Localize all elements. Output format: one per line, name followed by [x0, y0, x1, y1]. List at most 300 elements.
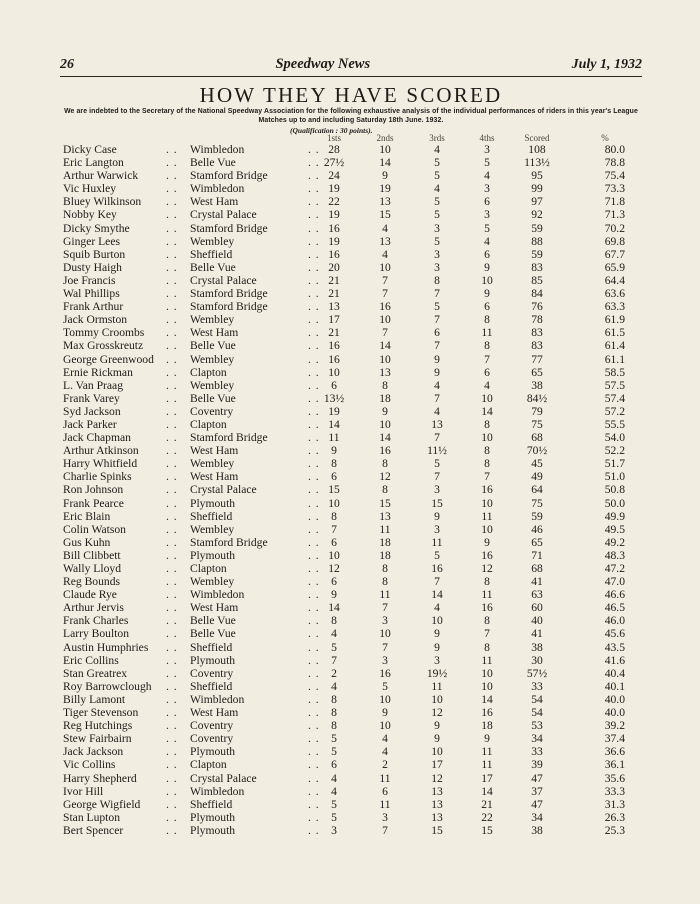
rider-name: Eric Collins	[63, 653, 119, 667]
seconds-cell: 10	[379, 692, 391, 706]
leader-dots: . .	[166, 444, 178, 458]
team-name: Belle Vue	[190, 156, 236, 170]
scored-cell: 64	[531, 483, 543, 497]
firsts-cell: 4	[331, 679, 337, 693]
col-header-firsts: 1sts	[326, 133, 341, 143]
table-row	[0, 366, 700, 379]
percent-cell: 75.4	[604, 169, 625, 183]
seconds-cell: 16	[379, 300, 391, 314]
fourths-cell: 17	[481, 771, 493, 785]
rider-name: Stew Fairbairn	[63, 732, 132, 746]
scored-cell: 34	[531, 810, 543, 824]
issue-date: July 1, 1932	[571, 57, 642, 72]
thirds-cell: 9	[434, 365, 440, 379]
fourths-cell: 7	[484, 627, 490, 641]
fourths-cell: 11	[481, 653, 493, 667]
leader-dots: . .	[308, 601, 320, 615]
percent-cell: 49.2	[604, 535, 625, 549]
fourths-cell: 5	[484, 156, 490, 170]
team-name: Sheffield	[190, 509, 233, 523]
leader-dots: . .	[166, 535, 178, 549]
scored-cell: 97	[531, 195, 543, 209]
scored-cell: 34	[531, 732, 543, 746]
leader-dots: . .	[166, 378, 178, 392]
table-row	[0, 601, 700, 614]
leader-dots: . .	[308, 732, 320, 746]
seconds-cell: 7	[382, 640, 388, 654]
team-name: Clapton	[190, 562, 227, 575]
thirds-cell: 12	[431, 706, 443, 720]
firsts-cell: 6	[331, 758, 337, 772]
fourths-cell: 14	[481, 404, 493, 418]
seconds-cell: 5	[382, 679, 388, 693]
scored-cell: 63	[531, 588, 543, 602]
rider-name: Claude Rye	[63, 588, 117, 602]
team-name: Stamford Bridge	[190, 221, 268, 235]
table-row	[0, 641, 700, 654]
percent-cell: 64.4	[604, 273, 625, 287]
leader-dots: . .	[308, 483, 320, 497]
team-name: Coventry	[190, 404, 234, 418]
thirds-cell: 3	[434, 260, 440, 274]
table-row	[0, 654, 700, 667]
leader-dots: . .	[308, 509, 320, 523]
fourths-cell: 9	[484, 260, 490, 274]
article-title: HOW THEY HAVE SCORED	[199, 83, 503, 107]
leader-dots: . .	[308, 771, 320, 785]
fourths-cell: 4	[484, 378, 490, 392]
rider-name: Austin Humphries	[63, 640, 149, 654]
thirds-cell: 15	[431, 496, 443, 510]
team-name: Stamford Bridge	[190, 431, 268, 445]
thirds-cell: 5	[434, 300, 440, 314]
scored-cell: 47	[531, 771, 543, 785]
percent-cell: 58.5	[604, 365, 625, 379]
scored-cell: 68	[531, 562, 543, 575]
rider-name: Frank Arthur	[63, 300, 124, 314]
table-row	[0, 523, 700, 536]
rider-name: L. Van Praag	[63, 378, 123, 392]
leader-dots: . .	[166, 417, 178, 431]
team-name: Wembley	[190, 352, 235, 366]
percent-cell: 70.2	[604, 221, 625, 235]
seconds-cell: 8	[382, 562, 388, 575]
thirds-cell: 11	[431, 535, 443, 549]
team-name: Crystal Palace	[190, 483, 257, 497]
leader-dots: . .	[166, 273, 178, 287]
leader-dots: . .	[166, 692, 178, 706]
table-row	[0, 182, 700, 195]
leader-dots: . .	[166, 470, 178, 484]
firsts-cell: 6	[331, 378, 337, 392]
leader-dots: . .	[166, 653, 178, 667]
leader-dots: . .	[166, 247, 178, 261]
percent-cell: 71.8	[604, 195, 625, 209]
rider-name: Bluey Wilkinson	[63, 195, 142, 209]
leader-dots: . .	[308, 823, 320, 837]
table-row	[0, 235, 700, 248]
qualification-note: (Qualification : 30 points).	[290, 126, 373, 135]
rider-name: Vic Collins	[63, 758, 116, 772]
firsts-cell: 7	[331, 522, 337, 536]
firsts-cell: 3	[331, 823, 337, 837]
leader-dots: . .	[308, 496, 320, 510]
scored-cell: 83	[531, 260, 543, 274]
thirds-cell: 7	[434, 339, 440, 353]
seconds-cell: 11	[379, 522, 391, 536]
table-row	[0, 405, 700, 418]
leader-dots: . .	[166, 457, 178, 471]
leader-dots: . .	[166, 352, 178, 366]
firsts-cell: 8	[331, 719, 337, 733]
team-name: Sheffield	[190, 797, 233, 811]
team-name: West Ham	[190, 326, 239, 340]
table-row	[0, 287, 700, 300]
percent-cell: 36.1	[604, 758, 625, 772]
table-row	[0, 732, 700, 745]
leader-dots: . .	[308, 169, 320, 183]
seconds-cell: 2	[382, 758, 388, 772]
percent-cell: 40.0	[604, 706, 625, 720]
table-row	[0, 339, 700, 352]
thirds-cell: 5	[434, 208, 440, 222]
firsts-cell: 13½	[323, 391, 345, 405]
seconds-cell: 8	[382, 575, 388, 589]
leader-dots: . .	[166, 313, 178, 327]
team-name: Wembley	[190, 522, 235, 536]
scored-cell: 113½	[524, 156, 550, 170]
leader-dots: . .	[166, 706, 178, 720]
fourths-cell: 10	[481, 522, 493, 536]
fourths-cell: 22	[481, 810, 493, 824]
leader-dots: . .	[166, 156, 178, 170]
leader-dots: . .	[166, 195, 178, 209]
leader-dots: . .	[166, 234, 178, 248]
scored-cell: 54	[531, 706, 543, 720]
table-row	[0, 614, 700, 627]
leader-dots: . .	[308, 182, 320, 196]
team-name: Plymouth	[190, 548, 236, 562]
rider-name: Charlie Spinks	[63, 470, 132, 484]
table-row	[0, 261, 700, 274]
fourths-cell: 11	[481, 588, 493, 602]
thirds-cell: 3	[434, 247, 440, 261]
thirds-cell: 10	[431, 745, 443, 759]
seconds-cell: 14	[379, 156, 391, 170]
table-row	[0, 431, 700, 444]
fourths-cell: 16	[481, 483, 493, 497]
firsts-cell: 9	[331, 444, 337, 458]
thirds-cell: 4	[434, 378, 440, 392]
seconds-cell: 9	[382, 706, 388, 720]
leader-dots: . .	[166, 365, 178, 379]
team-name: Wembley	[190, 313, 235, 327]
thirds-cell: 4	[434, 601, 440, 615]
firsts-cell: 8	[331, 509, 337, 523]
rider-name: Ivor Hill	[63, 784, 104, 798]
rider-name: Dicky Smythe	[63, 221, 130, 235]
team-name: Clapton	[190, 365, 227, 379]
fourths-cell: 3	[484, 208, 490, 222]
rider-name: Reg Bounds	[63, 575, 121, 589]
leader-dots: . .	[166, 496, 178, 510]
table-row	[0, 392, 700, 405]
rider-name: Eric Langton	[63, 156, 124, 170]
leader-dots: . .	[166, 221, 178, 235]
team-name: Clapton	[190, 758, 227, 772]
team-name: West Ham	[190, 195, 239, 209]
scored-cell: 79	[531, 404, 543, 418]
firsts-cell: 20	[328, 260, 340, 274]
rider-name: Frank Pearce	[63, 496, 124, 510]
scored-cell: 38	[531, 823, 543, 837]
seconds-cell: 6	[382, 784, 388, 798]
firsts-cell: 19	[328, 234, 340, 248]
team-name: Wimbledon	[190, 692, 245, 706]
firsts-cell: 11	[328, 431, 340, 445]
leader-dots: . .	[166, 300, 178, 314]
leader-dots: . .	[166, 143, 178, 156]
scored-cell: 75	[531, 417, 543, 431]
firsts-cell: 24	[328, 169, 340, 183]
rider-name: Roy Barrowclough	[63, 679, 152, 693]
percent-cell: 71.3	[604, 208, 625, 222]
leader-dots: . .	[308, 208, 320, 222]
percent-cell: 61.4	[604, 339, 625, 353]
firsts-cell: 2	[331, 666, 337, 680]
leader-dots: . .	[308, 404, 320, 418]
table-row	[0, 745, 700, 758]
scored-cell: 84	[531, 287, 543, 301]
thirds-cell: 15	[431, 823, 443, 837]
thirds-cell: 5	[434, 457, 440, 471]
percent-cell: 47.2	[604, 562, 625, 575]
percent-cell: 46.5	[604, 601, 625, 615]
table-row	[0, 562, 700, 575]
scored-cell: 70½	[526, 444, 548, 458]
riders-table	[0, 143, 700, 837]
leader-dots: . .	[166, 797, 178, 811]
fourths-cell: 8	[484, 339, 490, 353]
leader-dots: . .	[308, 260, 320, 274]
firsts-cell: 16	[328, 352, 340, 366]
rider-name: Vic Huxley	[63, 182, 117, 196]
scored-cell: 75	[531, 496, 543, 510]
team-name: Wembley	[190, 575, 235, 589]
thirds-cell: 4	[434, 182, 440, 196]
thirds-cell: 16	[431, 562, 443, 575]
thirds-cell: 5	[434, 169, 440, 183]
rider-name: Nobby Key	[63, 208, 117, 222]
firsts-cell: 10	[328, 496, 340, 510]
leader-dots: . .	[308, 562, 320, 575]
scored-cell: 88	[531, 234, 543, 248]
fourths-cell: 5	[484, 221, 490, 235]
scored-cell: 78	[531, 313, 543, 327]
thirds-cell: 7	[434, 470, 440, 484]
fourths-cell: 3	[484, 182, 490, 196]
leader-dots: . .	[166, 588, 178, 602]
table-row	[0, 156, 700, 169]
team-name: Clapton	[190, 417, 227, 431]
table-row	[0, 379, 700, 392]
team-name: Belle Vue	[190, 627, 236, 641]
table-row	[0, 169, 700, 182]
thirds-cell: 13	[431, 417, 443, 431]
leader-dots: . .	[308, 313, 320, 327]
seconds-cell: 3	[382, 614, 388, 628]
rider-name: Bill Clibbett	[63, 548, 121, 562]
thirds-cell: 5	[434, 156, 440, 170]
table-row	[0, 627, 700, 640]
rider-name: Frank Varey	[63, 391, 120, 405]
seconds-cell: 8	[382, 483, 388, 497]
table-row	[0, 798, 700, 811]
col-header-percent: %	[601, 133, 609, 143]
thirds-cell: 9	[434, 627, 440, 641]
leader-dots: . .	[166, 339, 178, 353]
scored-cell: 83	[531, 326, 543, 340]
rider-name: Reg Hutchings	[63, 719, 133, 733]
team-name: Belle Vue	[190, 339, 236, 353]
leader-dots: . .	[166, 326, 178, 340]
team-name: Stamford Bridge	[190, 169, 268, 183]
thirds-cell: 10	[431, 614, 443, 628]
seconds-cell: 7	[382, 273, 388, 287]
team-name: West Ham	[190, 601, 239, 615]
thirds-cell: 14	[431, 588, 443, 602]
table-row	[0, 143, 700, 156]
leader-dots: . .	[308, 156, 320, 170]
table-row	[0, 536, 700, 549]
team-name: West Ham	[190, 706, 239, 720]
fourths-cell: 9	[484, 535, 490, 549]
thirds-cell: 7	[434, 287, 440, 301]
fourths-cell: 11	[481, 758, 493, 772]
fourths-cell: 11	[481, 509, 493, 523]
table-row	[0, 510, 700, 523]
fourths-cell: 21	[481, 797, 493, 811]
leader-dots: . .	[166, 182, 178, 196]
percent-cell: 37.4	[604, 732, 625, 746]
fourths-cell: 11	[481, 745, 493, 759]
leader-dots: . .	[308, 522, 320, 536]
seconds-cell: 3	[382, 653, 388, 667]
table-row	[0, 575, 700, 588]
table-row	[0, 706, 700, 719]
scored-cell: 41	[531, 575, 543, 589]
seconds-cell: 10	[379, 352, 391, 366]
col-header-seconds: 2nds	[376, 133, 394, 143]
fourths-cell: 10	[481, 431, 493, 445]
thirds-cell: 8	[434, 273, 440, 287]
table-row	[0, 772, 700, 785]
team-name: Wimbledon	[190, 182, 245, 196]
team-name: Wimbledon	[190, 588, 245, 602]
scored-cell: 68	[531, 431, 543, 445]
firsts-cell: 4	[331, 771, 337, 785]
team-name: Wembley	[190, 234, 235, 248]
fourths-cell: 8	[484, 457, 490, 471]
fourths-cell: 8	[484, 640, 490, 654]
rider-name: Arthur Atkinson	[63, 444, 139, 458]
seconds-cell: 11	[379, 797, 391, 811]
fourths-cell: 6	[484, 247, 490, 261]
leader-dots: . .	[166, 614, 178, 628]
leader-dots: . .	[308, 692, 320, 706]
leader-dots: . .	[308, 300, 320, 314]
percent-cell: 57.5	[604, 378, 625, 392]
thirds-cell: 6	[434, 326, 440, 340]
thirds-cell: 5	[434, 195, 440, 209]
table-row	[0, 483, 700, 496]
leader-dots: . .	[166, 260, 178, 274]
fourths-cell: 16	[481, 548, 493, 562]
rider-name: Jack Jackson	[63, 745, 124, 759]
rider-name: Gus Kuhn	[63, 535, 111, 549]
percent-cell: 65.9	[604, 260, 625, 274]
table-row	[0, 549, 700, 562]
firsts-cell: 19	[328, 404, 340, 418]
thirds-cell: 4	[434, 143, 440, 156]
firsts-cell: 14	[328, 601, 340, 615]
firsts-cell: 7	[331, 653, 337, 667]
firsts-cell: 21	[328, 273, 340, 287]
percent-cell: 43.5	[604, 640, 625, 654]
thirds-cell: 7	[434, 575, 440, 589]
leader-dots: . .	[308, 810, 320, 824]
firsts-cell: 6	[331, 535, 337, 549]
firsts-cell: 19	[328, 182, 340, 196]
percent-cell: 31.3	[604, 797, 625, 811]
scored-cell: 39	[531, 758, 543, 772]
thirds-cell: 11	[431, 679, 443, 693]
leader-dots: . .	[166, 509, 178, 523]
fourths-cell: 6	[484, 300, 490, 314]
rider-name: Stan Greatrex	[63, 666, 128, 680]
scored-cell: 84½	[526, 391, 548, 405]
seconds-cell: 7	[382, 823, 388, 837]
percent-cell: 57.2	[604, 404, 625, 418]
leader-dots: . .	[166, 784, 178, 798]
fourths-cell: 10	[481, 679, 493, 693]
table-row	[0, 300, 700, 313]
rider-name: Arthur Warwick	[63, 169, 139, 183]
scored-cell: 77	[531, 352, 543, 366]
scored-cell: 45	[531, 457, 543, 471]
thirds-cell: 13	[431, 810, 443, 824]
seconds-cell: 10	[379, 627, 391, 641]
fourths-cell: 16	[481, 601, 493, 615]
rider-name: Larry Boulton	[63, 627, 130, 641]
thirds-cell: 3	[434, 221, 440, 235]
rider-name: Tommy Croombs	[63, 326, 145, 340]
percent-cell: 69.8	[604, 234, 625, 248]
leader-dots: . .	[308, 470, 320, 484]
scored-cell: 71	[531, 548, 543, 562]
thirds-cell: 3	[434, 483, 440, 497]
firsts-cell: 14	[328, 417, 340, 431]
rider-name: George Wigfield	[63, 797, 141, 811]
percent-cell: 41.6	[604, 653, 625, 667]
firsts-cell: 17	[328, 313, 340, 327]
fourths-cell: 12	[481, 562, 493, 575]
thirds-cell: 4	[434, 404, 440, 418]
leader-dots: . .	[308, 352, 320, 366]
fourths-cell: 16	[481, 706, 493, 720]
rider-name: Dusty Haigh	[63, 260, 122, 274]
leader-dots: . .	[308, 457, 320, 471]
